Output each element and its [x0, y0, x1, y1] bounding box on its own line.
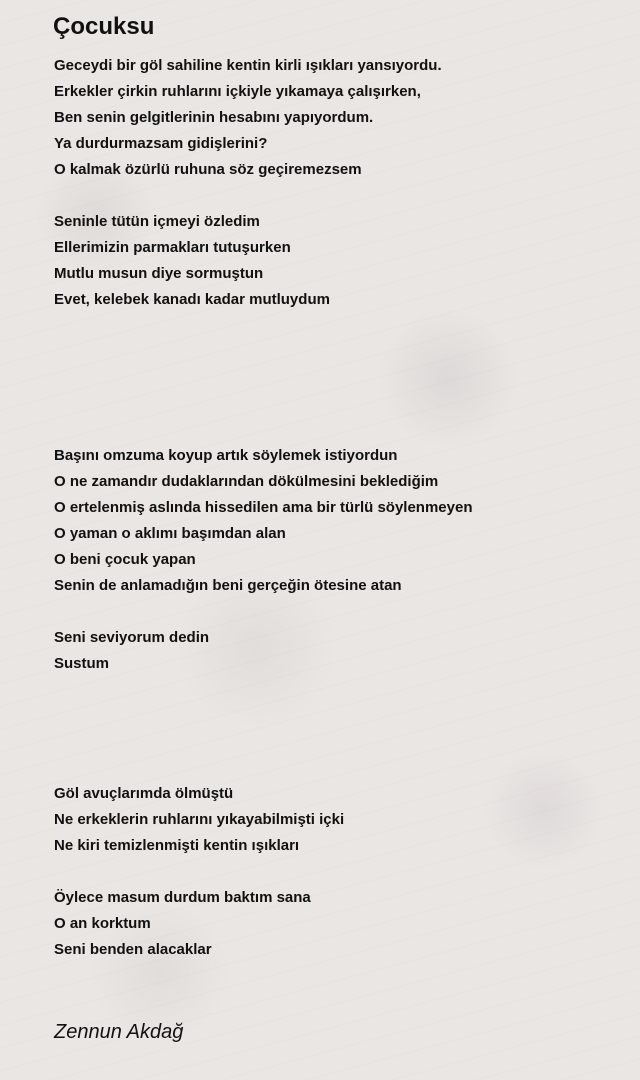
- poem-line: Seninle tütün içmeyi özledim: [54, 213, 260, 230]
- poem-body: [54, 53, 614, 963]
- poem-line: O ertelenmiş aslında hissedilen ama bir türlü söylenmeyen: [54, 499, 473, 516]
- stanza-break: [54, 417, 614, 443]
- poem-line: Ben senin gelgitlerinin hesabını yapıyordum.: [54, 109, 374, 126]
- poem-line: Erkekler çirkin ruhlarını içkiyle yıkamaya çalışırken,: [54, 83, 421, 100]
- poem-line: Öylece masum durdum baktım sana: [54, 889, 311, 906]
- poem-line: O ne zamandır dudaklarından dökülmesini beklediğim: [54, 473, 439, 490]
- poem-line: Ellerimizin parmakları tutuşurken: [54, 239, 291, 256]
- poem-line: Ya durdurmazsam gidişlerini?: [54, 135, 268, 152]
- stanza-break: [54, 365, 614, 391]
- poem-line: O kalmak özürlü ruhuna söz geçiremezsem: [54, 161, 362, 178]
- poem-line: Başını omzuma koyup artık söylemek istiyordun: [54, 447, 398, 464]
- poem-line: O yaman o aklımı başımdan alan: [54, 525, 286, 542]
- poem-title: Çocuksu: [53, 13, 155, 40]
- poem-line: O an korktum: [54, 915, 151, 932]
- poem-line: Sustum: [54, 655, 110, 672]
- stanza-break: [54, 313, 614, 339]
- stanza-break: [54, 677, 614, 703]
- stanza-break: [54, 339, 614, 365]
- stanza-break: [54, 755, 614, 781]
- poem-author: Zennun Akdağ: [54, 1021, 184, 1043]
- poem-line: Senin de anlamadığın beni gerçeğin ötesine atan: [54, 577, 402, 594]
- stanza-break: [54, 183, 614, 209]
- poem-line: Seni benden alacaklar: [54, 941, 212, 958]
- poem-line: Göl avuçlarımda ölmüştü: [54, 785, 234, 802]
- poem-line: Ne kiri temizlenmişti kentin ışıkları: [54, 837, 300, 854]
- poem-line: Seni seviyorum dedin: [54, 629, 210, 646]
- poem-line: Geceydi bir göl sahiline kentin kirli ışıkları yansıyordu.: [54, 57, 442, 74]
- poem-line: O beni çocuk yapan: [54, 551, 196, 568]
- poem-line: Ne erkeklerin ruhlarını yıkayabilmişti içki: [54, 811, 345, 828]
- poem-line: Mutlu musun diye sormuştun: [54, 265, 264, 282]
- stanza-break: [54, 859, 614, 885]
- stanza-break: [54, 703, 614, 729]
- stanza-break: [54, 599, 614, 625]
- poem-line: Evet, kelebek kanadı kadar mutluydum: [54, 291, 330, 308]
- stanza-break: [54, 391, 614, 417]
- stanza-break: [54, 729, 614, 755]
